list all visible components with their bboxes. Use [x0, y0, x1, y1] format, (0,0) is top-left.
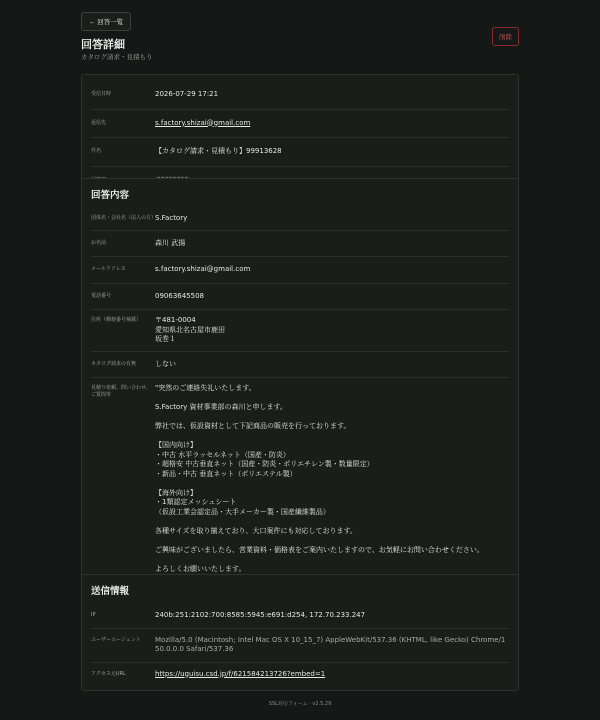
answer-row-address — [91, 310, 509, 352]
reply-to-email-link[interactable]: s.factory.shizai@gmail.com — [155, 118, 251, 127]
row-label: 見積り依頼、問い合わせ、ご質問等 — [91, 385, 151, 398]
catalog-request-value: しない — [155, 359, 176, 368]
answers-heading: 回答内容 — [91, 190, 130, 201]
meta-row-reply-to — [91, 110, 509, 139]
sending-row-ip — [91, 604, 509, 629]
sending-info-heading: 送信情報 — [91, 586, 130, 597]
row-label: 受信日時 — [91, 91, 112, 97]
row-label: カタログ請求の有無 — [91, 360, 137, 367]
source-url-link[interactable]: https://uguisu.csd.jp/f/621584213726?embed=1 — [155, 669, 326, 678]
meta-row-received — [91, 81, 509, 110]
row-label: 電話番号 — [91, 292, 112, 299]
sending-row-source-url — [91, 663, 509, 687]
row-label: 住所（郵便番号補載） — [91, 317, 142, 323]
person-name: 森川 武揚 — [155, 238, 186, 247]
row-label: 返信先 — [91, 119, 107, 126]
meta-row-subject — [91, 138, 509, 167]
page-title: 回答詳細 — [81, 38, 125, 51]
footer-version: SSL対応フォーム · v2.5.29 — [268, 701, 332, 707]
row-label: アクセス元URL — [91, 670, 126, 677]
row-label: メールアドレス — [91, 266, 126, 272]
sending-info-card — [81, 574, 519, 691]
answer-row-email — [91, 257, 509, 284]
row-label: 団体名・会社名（法人の方） — [91, 215, 157, 221]
received-datetime: 2026-07-29 17:21 — [155, 90, 219, 98]
user-agent: Mozilla/5.0 (Macintosh; Intel Mac OS X 10_15_7) AppleWebKit/537.36 (KHTML, like Gecko) Chrome/150.0.0.0 Safari/537.36 — [155, 635, 506, 653]
email-address: s.factory.shizai@gmail.com — [155, 265, 251, 273]
company-name: S.Factory — [155, 214, 188, 222]
delete-button[interactable]: 削除 — [492, 27, 519, 46]
row-label: IP — [91, 612, 96, 618]
row-label: お名前 — [91, 239, 107, 246]
answer-row-name — [91, 231, 509, 258]
answer-row-phone — [91, 284, 509, 311]
row-label: ユーザーエージェント — [91, 636, 141, 643]
answer-row-catalog — [91, 352, 509, 379]
inquiry-message: "突然のご連絡失礼いたします。 S.Factory 資材事業部の森川と申します。 弊社では、仮設資材として下記商品の販売を行っております。 【国内向け】 ・中古 水平ラッセルネット（国産・防炎） ・超格安 中古垂直ネット（国産・防炎・ポリエチレン製・数量限定） ・新品・中古 垂直ネット（ポリエステル製） 【海外向け】 ・1類認定メッシュシート （仮設工業会認定品・大手メーカー製・国産繊維製品） 各種サイズを取り揃えており、大口案件にも対応しております。 ご興味がございましたら、営業資料・価格表をご案内いたしますので、お気軽にお問い合わせください。 よろしくお願いいたします。 — [155, 384, 484, 573]
ip-address: 240b:251:2102:700:8585:5945:e691:d254, 172.70.233.247 — [155, 611, 366, 619]
answer-row-message — [91, 378, 509, 580]
row-label: 件名 — [91, 148, 102, 154]
page-container — [81, 12, 519, 678]
sending-row-user-agent — [91, 629, 509, 663]
subject-text: 【カタログ請求・見積もり】99913628 — [155, 147, 282, 155]
phone-number: 09063645508 — [155, 291, 204, 300]
address-text: 〒481-0004 愛知県北名古屋市鹿田 坂巻１ — [155, 316, 225, 343]
page-subtitle: カタログ請求・見積もり — [81, 53, 153, 61]
back-to-list-button[interactable]: ← 回答一覧 — [81, 12, 131, 31]
answer-row-company — [91, 208, 509, 231]
answers-card — [81, 178, 519, 585]
